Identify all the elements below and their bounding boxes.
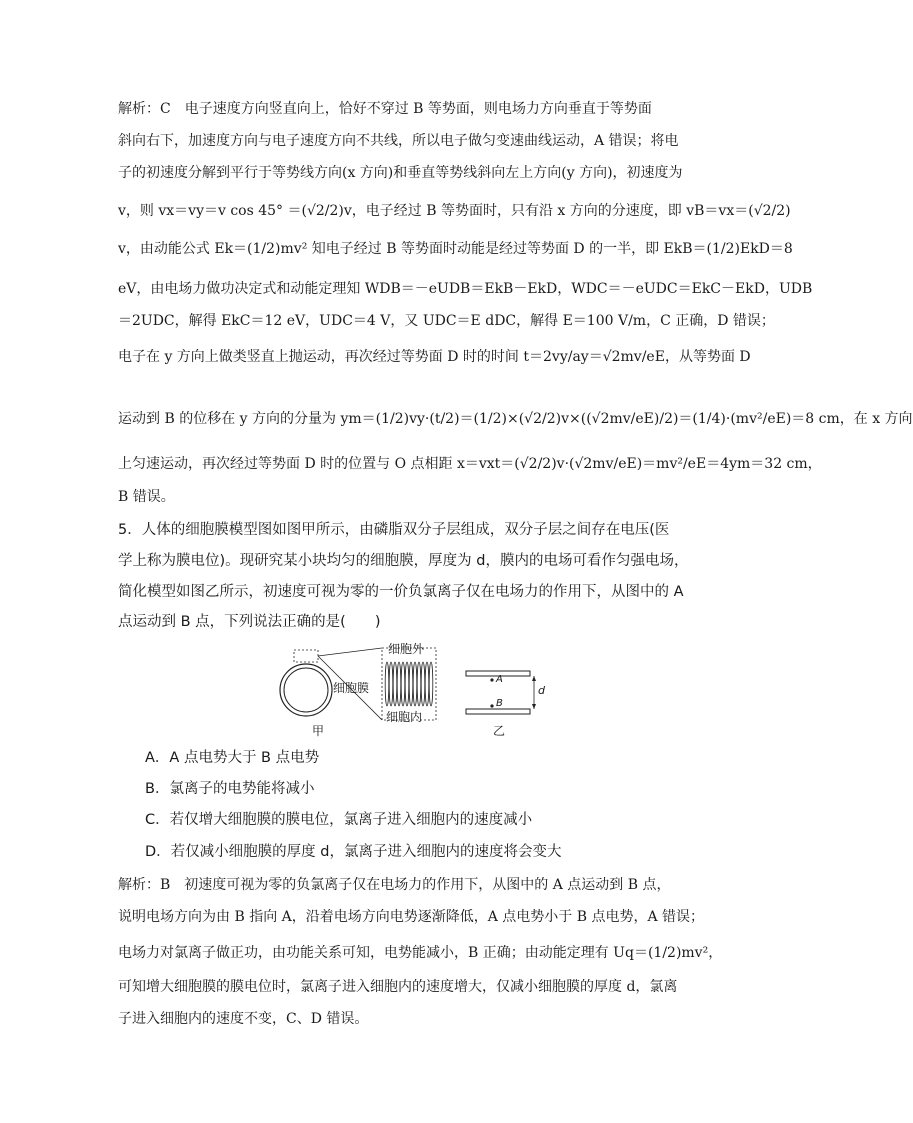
option-a: A．A 点电势大于 B 点电势 <box>145 750 320 766</box>
lipid-coil <box>401 662 405 706</box>
solution-4-line-5: v，由动能公式 Ek＝(1/2)mv² 知电子经过 B 等势面时动能是经过等势面 D 的一半，即 EkB＝(1/2)EkD＝8 <box>118 241 793 257</box>
membrane-label: 细胞膜 <box>333 681 370 695</box>
outside-label: 细胞外 <box>388 642 425 656</box>
option-d: D．若仅减小细胞膜的厚度 d，氯离子进入细胞内的速度将会变大 <box>145 844 562 860</box>
solution-4-line-2: 斜向右下，加速度方向与电子速度方向不共线，所以电子做匀变速曲线运动，A 错误；将电 <box>118 133 679 149</box>
solution-5-line-4: 可知增大细胞膜的膜电位时，氯离子进入细胞内的速度增大，仅减小细胞膜的厚度 d，氯离 <box>118 979 678 995</box>
point-a-label: A <box>496 674 503 685</box>
solution-4-line-7: ＝2UDC，解得 EkC＝12 eV，UDC＝4 V，又 UDC＝E dDC，解得 E＝100 V/m，C 正确，D 错误； <box>118 313 775 329</box>
point-b-dot <box>490 704 493 707</box>
figure-b-caption: 乙 <box>493 724 506 738</box>
point-a-dot <box>490 678 493 681</box>
solution-4-line-1: 解析：C 电子速度方向竖直向上，恰好不穿过 B 等势面，则电场力方向垂直于等势面 <box>118 101 652 117</box>
question-5-line-2: 学上称为膜电位)。现研究某小块均匀的细胞膜，厚度为 d，膜内的电场可看作匀强电场， <box>118 553 689 569</box>
lipid-coil <box>393 662 397 706</box>
solution-5-line-3: 电场力对氯离子做正功，由功能关系可知，电势能减小，B 正确；由动能定理有 Uq＝(1/2)mv²， <box>118 945 723 961</box>
solution-4-line-4: v，则 vx＝vy＝v cos 45° ＝(√2/2)v，电子经过 B 等势面时，只有沿 x 方向的分速度，即 vB＝vx＝(√2/2) <box>118 203 791 219</box>
lipid-coil <box>409 662 413 706</box>
lipid-coil <box>397 662 401 706</box>
question-5-line-1: 5．人体的细胞膜模型图如图甲所示，由磷脂双分子层组成，双分子层之间存在电压(医 <box>118 522 670 538</box>
solution-5-line-5: 子进入细胞内的速度不变，C、D 错误。 <box>118 1011 369 1027</box>
option-c: C．若仅增大细胞膜的膜电位，氯离子进入细胞内的速度减小 <box>145 812 533 828</box>
thickness-label: d <box>538 684 545 697</box>
question-5-line-3: 简化模型如图乙所示，初速度可视为零的一价负氯离子仅在电场力的作用下，从图中的 A <box>118 584 684 600</box>
inside-label: 细胞内 <box>386 710 423 724</box>
lipid-coil <box>389 662 393 706</box>
option-b: B．氯离子的电势能将减小 <box>145 781 315 797</box>
lipid-coil <box>425 662 429 706</box>
solution-4-line-9: 运动到 B 的位移在 y 方向的分量为 ym＝(1/2)vy·(t/2)＝(1/2)×(√2/2)v×((√2mv/eE)/2)＝(1/4)·(mv²/eE)＝8 cm，在 x 方向 <box>118 411 913 427</box>
lipid-coil <box>429 662 433 706</box>
figure-a-caption: 甲 <box>312 724 325 738</box>
solution-4-line-3: 子的初速度分解到平行于等势线方向(x 方向)和垂直等势线斜向左上方向(y 方向)，初速度为 <box>118 165 683 181</box>
question-5-line-4: 点运动到 B 点，下列说法正确的是( ) <box>118 614 381 630</box>
lipid-coil <box>421 662 425 706</box>
lipid-coil <box>413 662 417 706</box>
lipid-coil <box>385 662 389 706</box>
solution-4-line-6: eV，由电场力做功决定式和动能定理知 WDB＝－eUDB＝EkB－EkD，WDC＝－eUDC＝EkC－EkD，UDB <box>118 281 813 297</box>
solution-4-line-8: 电子在 y 方向上做类竖直上抛运动，再次经过等势面 D 时的时间 t＝2vy/ay＝√2mv/eE，从等势面 D <box>118 349 751 365</box>
solution-5-line-1: 解析：B 初速度可视为零的负氯离子仅在电场力的作用下，从图中的 A 点运动到 B 点， <box>118 877 671 893</box>
solution-4-line-10: 上匀速运动，再次经过等势面 D 时的位置与 O 点相距 x＝vxt＝(√2/2)v·(√2mv/eE)＝mv²/eE＝4ym＝32 cm， <box>118 456 822 472</box>
solution-5-line-2: 说明电场方向为由 B 指向 A，沿着电场方向电势逐渐降低，A 点电势小于 B 点电势，A 错误； <box>118 909 705 925</box>
solution-4-line-11: B 错误。 <box>118 489 175 505</box>
lipid-coil <box>417 662 421 706</box>
point-b-label: B <box>496 698 503 709</box>
lipid-coil <box>405 662 409 706</box>
